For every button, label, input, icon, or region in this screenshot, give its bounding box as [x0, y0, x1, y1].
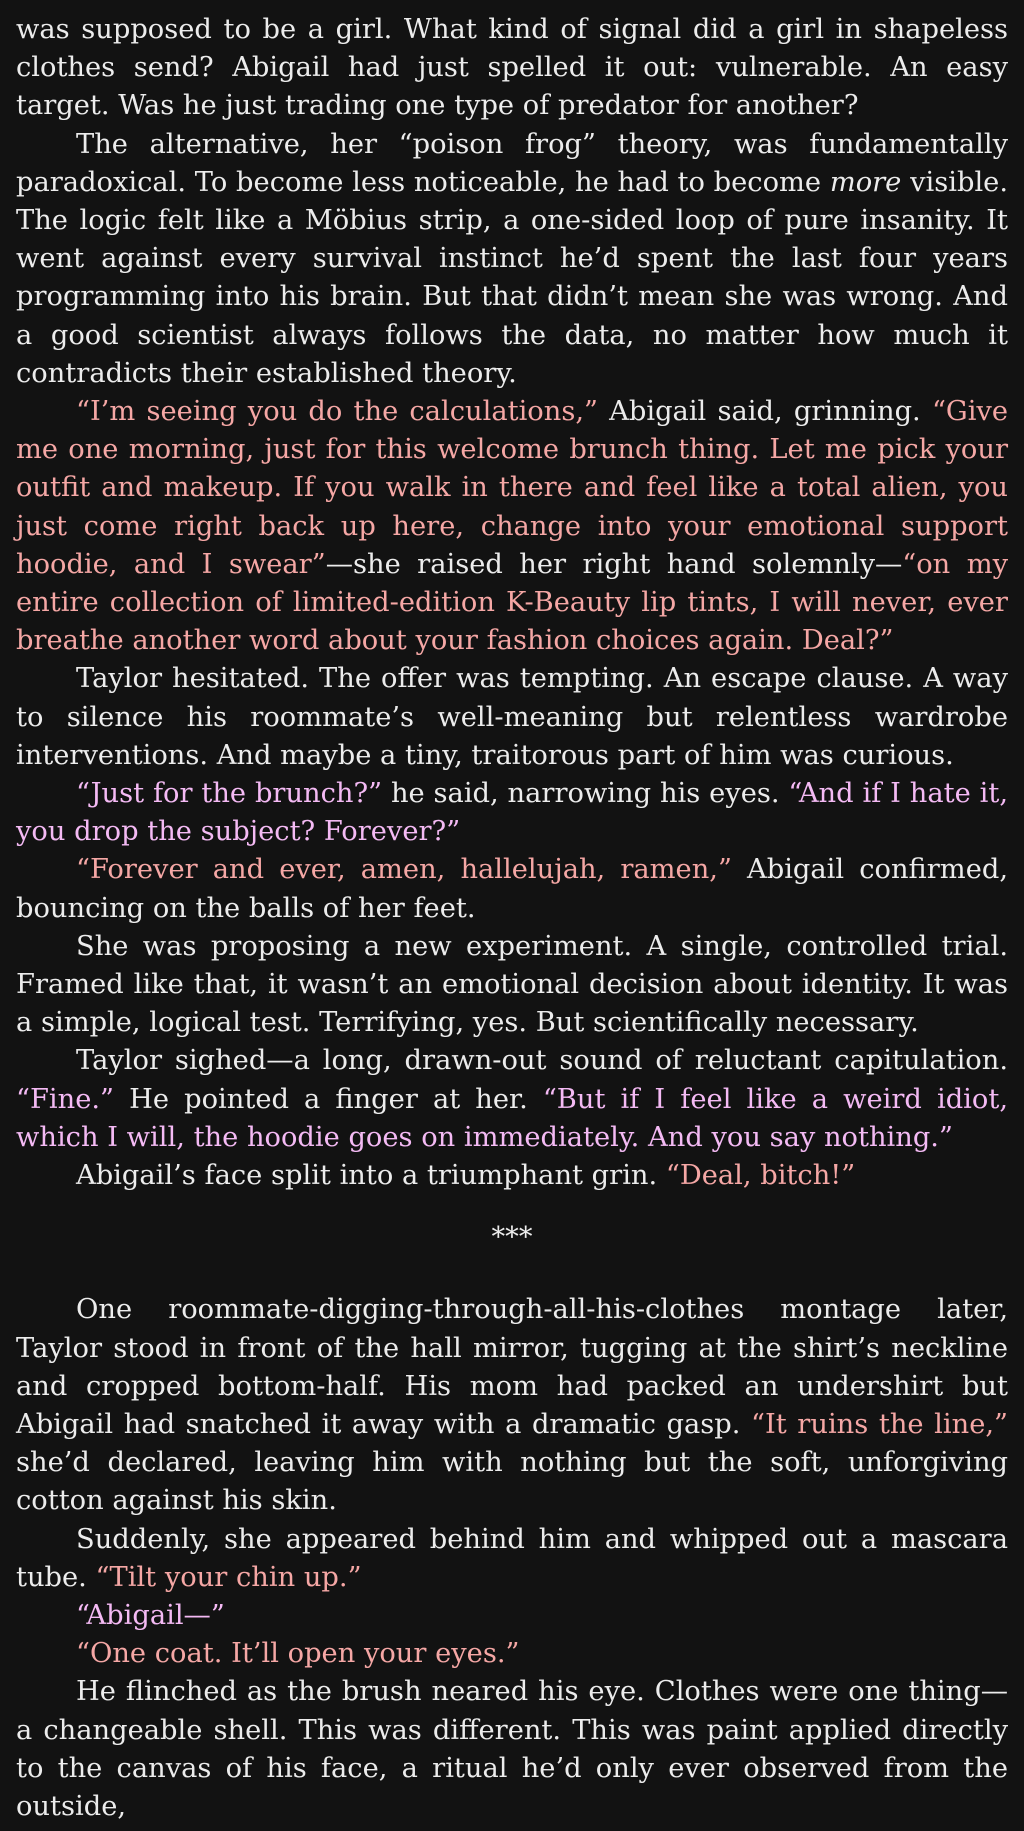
narration-text: visible. The logic felt like a Möbius strip, a one-sided loop of pure insanity. It went against every survival instinct he’d spent the last four years programming into his brain. But that didn’t mean she was wrong. And a good scientist always follows the data, no matter how much it contradicts their established theory. [16, 166, 1009, 389]
paragraph [16, 1521, 1008, 1597]
narration-text: He pointed a finger at her. [114, 1083, 543, 1115]
paragraph [16, 11, 1008, 126]
abigail-dialogue: “Tilt your chin up.” [95, 1561, 362, 1593]
narration-text: Abigail confirmed, bouncing on the balls of her feet. [16, 854, 1008, 924]
taylor-dialogue: “Fine.” [16, 1083, 114, 1115]
scene-break [16, 1219, 1008, 1257]
paragraph [16, 775, 1008, 851]
paragraph [16, 393, 1008, 660]
paragraph [16, 1157, 1008, 1195]
narration-text: Abigail’s face split into a triumphant grin. [76, 1160, 666, 1192]
narration-text: She was proposing a new experiment. A single, controlled trial. Framed like that, it wasn’t an emotional decision about identity. It was a simple, logical test. Terrifying, yes. But scientifically necessary. [16, 930, 1008, 1039]
reading-page [0, 11, 1024, 1826]
narration-text: Suddenly, she appeared behind him and whipped out a mascara tube. [16, 1523, 1008, 1593]
taylor-dialogue: “Just for the brunch?” [76, 778, 383, 810]
taylor-dialogue: “And if I hate it, you drop the subject? Forever?” [16, 778, 1009, 848]
paragraph [16, 1042, 1008, 1157]
narration-text: Abigail said, grinning. [597, 396, 932, 428]
paragraph [16, 1635, 1008, 1673]
paragraph [16, 1673, 1008, 1826]
narration-text: she’d declared, leaving him with nothing but the soft, unforgiving cotton against his skin. [16, 1447, 1008, 1517]
abigail-dialogue: “on my entire collection of limited-edition K-Beauty lip tints, I will never, ever breathe another word about your fashion choices again. Deal?” [16, 548, 1008, 657]
paragraph [16, 1597, 1008, 1635]
narration-text: Taylor sighed—a long, drawn-out sound of reluctant capitulation. [76, 1045, 1008, 1077]
abigail-dialogue: “I’m seeing you do the calculations,” [76, 396, 598, 428]
abigail-dialogue: “It ruins the line,” [751, 1408, 1008, 1440]
taylor-dialogue: “But if I feel like a weird idiot, which I will, the hoodie goes on immediately. And you say nothing.” [16, 1083, 1008, 1153]
narration-text: —she raised her right hand solemnly— [325, 548, 903, 580]
emphasis-text: more [829, 166, 902, 198]
narration-text: Taylor hesitated. The offer was tempting. An escape clause. A way to silence his roommate’s well-meaning but relentless wardrobe interventions. And maybe a tiny, traitorous part of him was curious. [16, 663, 1008, 771]
paragraph [16, 1291, 1008, 1520]
narration-text: One roommate-digging-through-all-his-clothes montage later, Taylor stood in front of the hall mirror, tugging at the shirt’s neckline and cropped bottom-half. His mom had packed an undershirt but Abigail had snatched it away with a dramatic gasp. [16, 1294, 1008, 1440]
scene-break-text: *** [491, 1222, 533, 1254]
abigail-dialogue: “Give me one morning, just for this welcome brunch thing. Let me pick your outfit and makeup. If you walk in there and feel like a total alien, you just come right back up here, change into your emotional support hoodie, and I swear” [16, 396, 1009, 580]
abigail-dialogue: “One coat. It’ll open your eyes.” [76, 1638, 520, 1670]
abigail-dialogue: “Deal, bitch!” [665, 1160, 856, 1192]
narration-text: The alternative, her “poison frog” theory, was fundamentally paradoxical. To become less noticeable, he had to become [16, 128, 1008, 198]
narration-text: he said, narrowing his eyes. [382, 778, 789, 810]
taylor-dialogue: “Abigail—” [76, 1599, 225, 1631]
paragraph [16, 660, 1008, 775]
abigail-dialogue: “Forever and ever, amen, hallelujah, ramen,” [76, 854, 732, 886]
narration-text: He flinched as the brush neared his eye. Clothes were one thing—a changeable shell. This was different. This was paint applied directly to the canvas of his face, a ritual he’d only ever observed from the outside, [16, 1676, 1008, 1822]
narration-text: was supposed to be a girl. What kind of signal did a girl in shapeless clothes send? Abigail had just spelled it out: vulnerable. An easy target. Was he just trading one type of predator for another? [16, 14, 1008, 122]
paragraph [16, 126, 1008, 393]
paragraph [16, 851, 1008, 927]
paragraph [16, 928, 1008, 1043]
